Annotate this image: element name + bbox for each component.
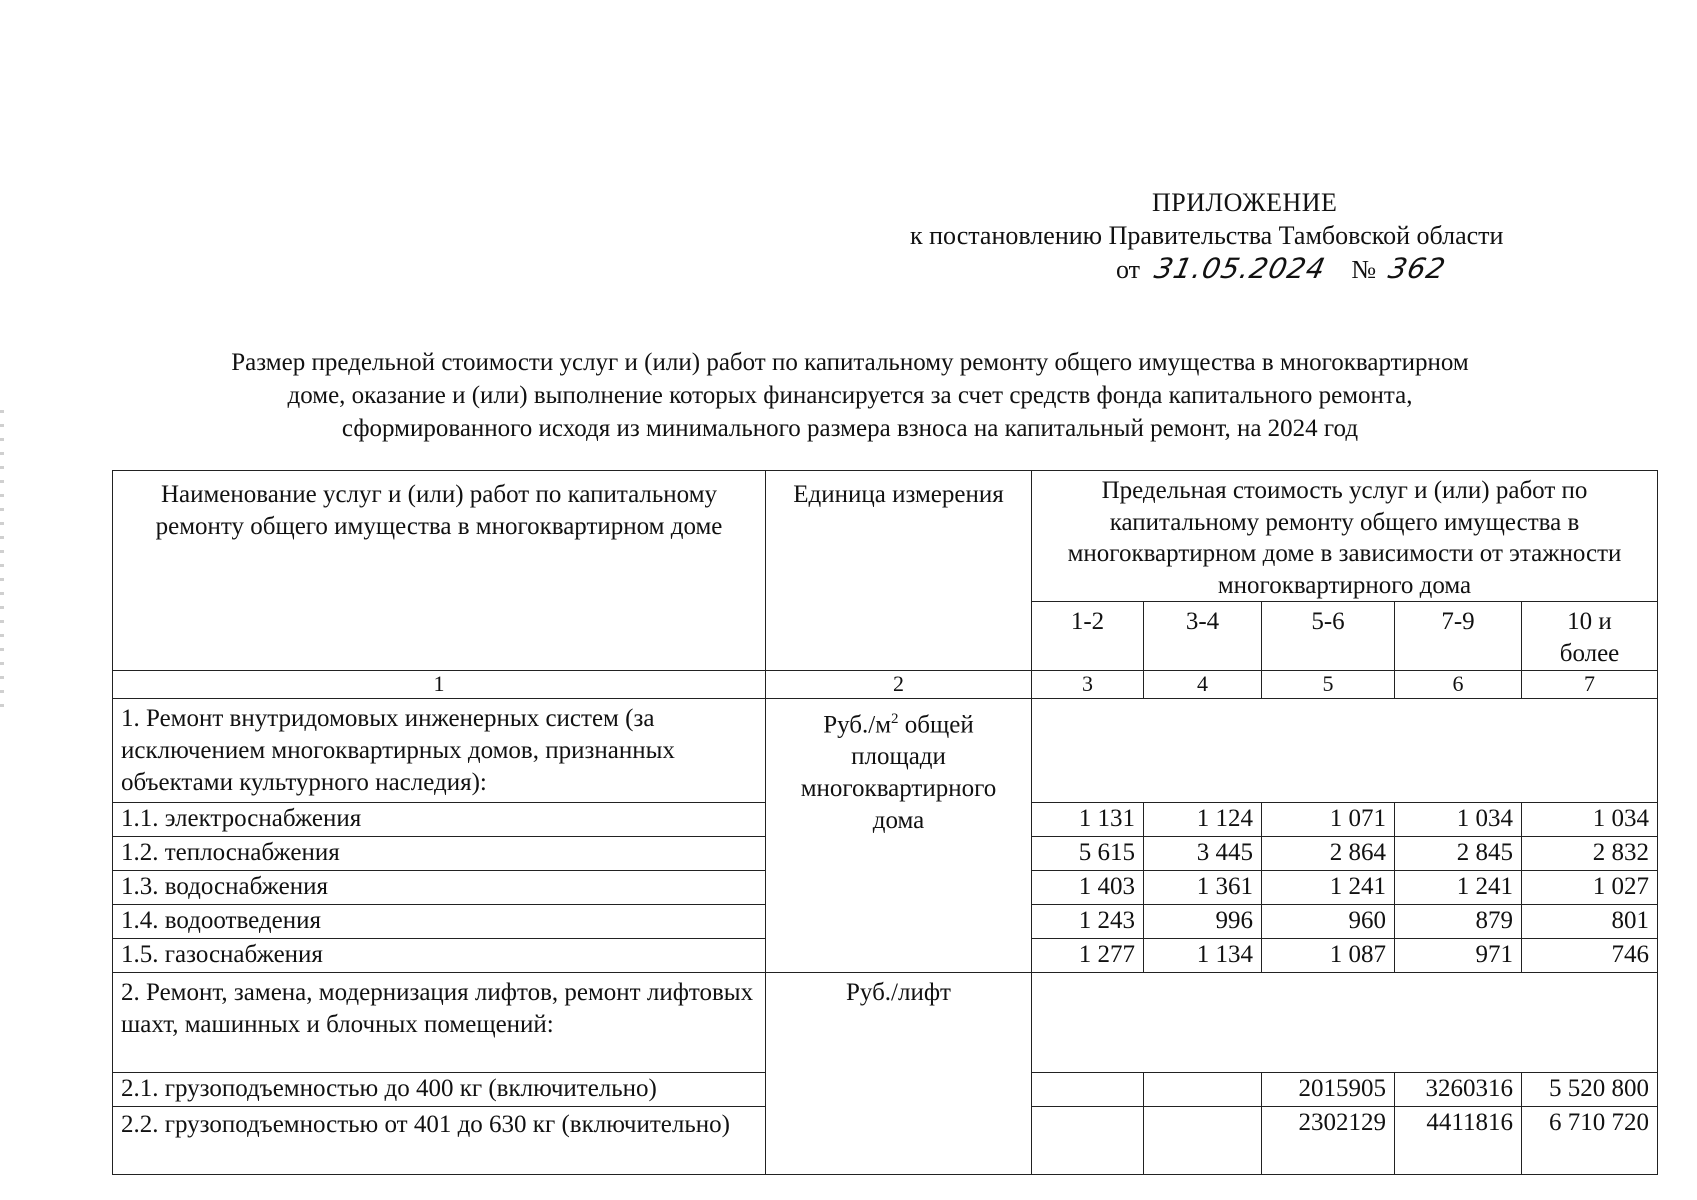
scan-edge-artifact: [0, 410, 4, 710]
value-cell: [1144, 1107, 1262, 1175]
value-cell: 5 520 800: [1522, 1073, 1658, 1107]
value-cell: 1 087: [1262, 939, 1395, 973]
handwritten-date: 31.05.2024: [1151, 252, 1329, 285]
section1-unit-sup: 2: [891, 711, 899, 727]
row-label: 1.3. водоснабжения: [113, 871, 766, 905]
col-number: 1: [113, 671, 766, 699]
section2-title-row: [113, 973, 1658, 1073]
value-cell: 1 034: [1395, 803, 1522, 837]
appendix-title: ПРИЛОЖЕНИЕ: [1152, 188, 1338, 217]
value-cell: 1 071: [1262, 803, 1395, 837]
heading-line-1: Размер предельной стоимости услуг и (или) работ по капитальному ремонту общего имущества в многоквартирном: [231, 349, 1469, 376]
section2-unit: Руб./лифт: [766, 973, 1032, 1175]
value-cell: 3260316: [1395, 1073, 1522, 1107]
section1-unit-suffix: общей площади многоквартирного дома: [800, 711, 997, 835]
value-cell: 1 131: [1032, 803, 1144, 837]
cost-table: [112, 470, 1658, 1175]
value-cell: 1 034: [1522, 803, 1658, 837]
value-cell: 1 241: [1262, 871, 1395, 905]
header-name: Наименование услуг и (или) работ по капитальному ремонту общего имущества в многоквартирном доме: [113, 471, 766, 671]
floors-3-4: 3-4: [1144, 602, 1262, 671]
value-cell: 971: [1395, 939, 1522, 973]
value-cell: 960: [1262, 905, 1395, 939]
value-cell: 1 241: [1395, 871, 1522, 905]
row-label: 2.1. грузоподъемностью до 400 кг (включительно): [113, 1073, 766, 1107]
value-cell: 4411816: [1395, 1107, 1522, 1175]
value-cell: 1 134: [1144, 939, 1262, 973]
value-cell: 6 710 720: [1522, 1107, 1658, 1175]
section1-empty: [1032, 699, 1658, 803]
number-prefix: №: [1351, 255, 1377, 284]
header-row: [113, 471, 1658, 602]
date-prefix: от: [1116, 255, 1141, 284]
value-cell: 801: [1522, 905, 1658, 939]
floors-5-6: 5-6: [1262, 602, 1395, 671]
column-numbers-row: [113, 671, 1658, 699]
value-cell: 1 361: [1144, 871, 1262, 905]
section1-title: 1. Ремонт внутридомовых инженерных систем (за исключением многоквартирных домов, признанных объектами культурного наследия):: [113, 699, 766, 803]
row-label: 1.1. электроснабжения: [113, 803, 766, 837]
section1-unit: [766, 699, 1032, 973]
section1-unit-prefix: Руб./м: [823, 711, 892, 739]
value-cell: 2 864: [1262, 837, 1395, 871]
floors-10-plus: 10 и более: [1522, 602, 1658, 671]
value-cell: 2302129: [1262, 1107, 1395, 1175]
section2-title: 2. Ремонт, замена, модернизация лифтов, ремонт лифтовых шахт, машинных и блочных помещений:: [113, 973, 766, 1073]
header-cost: Предельная стоимость услуг и (или) работ по капитальному ремонту общего имущества в многоквартирном доме в зависимости от этажности многоквартирного дома: [1032, 471, 1658, 602]
appendix-date-line: [1116, 252, 1449, 286]
floors-1-2: 1-2: [1032, 602, 1144, 671]
col-number: 3: [1032, 671, 1144, 699]
col-number: 4: [1144, 671, 1262, 699]
col-number: 7: [1522, 671, 1658, 699]
floors-7-9: 7-9: [1395, 602, 1522, 671]
value-cell: 5 615: [1032, 837, 1144, 871]
header-unit: Единица измерения: [766, 471, 1032, 671]
heading-line-3: сформированного исходя из минимального размера взноса на капитальный ремонт, на 2024 год: [341, 415, 1359, 442]
value-cell: 2015905: [1262, 1073, 1395, 1107]
document-heading: [120, 346, 1580, 445]
value-cell: 1 243: [1032, 905, 1144, 939]
value-cell: 1 277: [1032, 939, 1144, 973]
value-cell: 996: [1144, 905, 1262, 939]
section2-empty: [1032, 973, 1658, 1073]
value-cell: [1032, 1073, 1144, 1107]
row-label: 1.5. газоснабжения: [113, 939, 766, 973]
value-cell: 879: [1395, 905, 1522, 939]
col-number: 6: [1395, 671, 1522, 699]
section1-title-row: [113, 699, 1658, 803]
value-cell: 1 027: [1522, 871, 1658, 905]
value-cell: 1 403: [1032, 871, 1144, 905]
row-label: 1.2. теплоснабжения: [113, 837, 766, 871]
handwritten-number: 362: [1385, 252, 1449, 285]
appendix-to-line: к постановлению Правительства Тамбовской области: [910, 221, 1504, 250]
value-cell: 2 832: [1522, 837, 1658, 871]
value-cell: 3 445: [1144, 837, 1262, 871]
value-cell: 1 124: [1144, 803, 1262, 837]
value-cell: [1032, 1107, 1144, 1175]
row-label: 1.4. водоотведения: [113, 905, 766, 939]
value-cell: 746: [1522, 939, 1658, 973]
col-number: 2: [766, 671, 1032, 699]
value-cell: 2 845: [1395, 837, 1522, 871]
value-cell: [1144, 1073, 1262, 1107]
heading-line-2: доме, оказание и (или) выполнение которых финансируется за счет средств фонда капитального ремонта,: [287, 382, 1413, 409]
col-number: 5: [1262, 671, 1395, 699]
row-label: 2.2. грузоподъемностью от 401 до 630 кг (включительно): [113, 1107, 766, 1175]
